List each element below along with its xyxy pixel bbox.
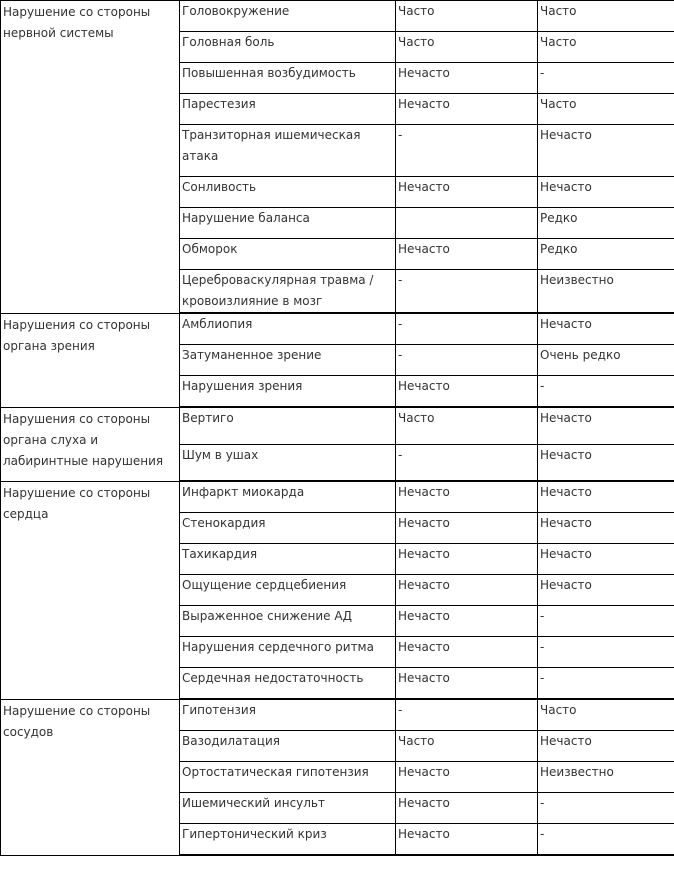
frequency-cell-b: - xyxy=(538,668,674,700)
frequency-cell-b: Нечасто xyxy=(538,444,674,481)
frequency-cell-b: Неизвестно xyxy=(538,270,674,314)
frequency-cell-b: - xyxy=(538,824,674,856)
table-body xyxy=(1,1,674,856)
table-row xyxy=(1,1,674,32)
frequency-cell-a: Нечасто xyxy=(396,575,538,606)
frequency-cell-a: Нечасто xyxy=(396,513,538,544)
frequency-cell-b: Нечасто xyxy=(538,544,674,575)
table-row xyxy=(1,699,674,731)
frequency-cell-a: Нечасто xyxy=(396,637,538,668)
effect-cell: Повышенная возбудимость xyxy=(180,63,396,94)
frequency-cell-b: Нечасто xyxy=(538,407,674,444)
frequency-cell-a xyxy=(396,208,538,239)
frequency-cell-a: Нечасто xyxy=(396,606,538,637)
frequency-cell-b: - xyxy=(538,793,674,824)
effect-cell: Цереброваскулярная травма / кровоизлияние в мозг xyxy=(180,270,396,314)
category-cell: Нарушение со стороны сосудов xyxy=(1,699,180,855)
effect-cell: Затуманенное зрение xyxy=(180,345,396,376)
table-row xyxy=(1,407,674,444)
effect-cell: Головокружение xyxy=(180,1,396,32)
category-cell: Нарушения со стороны органа слуха и лабиринтные нарушения xyxy=(1,407,180,481)
frequency-cell-a: Нечасто xyxy=(396,63,538,94)
frequency-cell-a: Нечасто xyxy=(396,668,538,700)
frequency-cell-b: Часто xyxy=(538,1,674,32)
frequency-cell-b: Редко xyxy=(538,208,674,239)
effect-cell: Амблиопия xyxy=(180,313,396,345)
effect-cell: Тахикардия xyxy=(180,544,396,575)
frequency-cell-a: - xyxy=(396,345,538,376)
frequency-cell-b: Нечасто xyxy=(538,575,674,606)
effect-cell: Нарушения зрения xyxy=(180,376,396,408)
effect-cell: Вазодилатация xyxy=(180,731,396,762)
frequency-cell-a: Нечасто xyxy=(396,239,538,270)
frequency-cell-b: Часто xyxy=(538,94,674,125)
frequency-cell-b: - xyxy=(538,376,674,408)
frequency-cell-a: Нечасто xyxy=(396,824,538,856)
frequency-cell-a: Нечасто xyxy=(396,376,538,408)
effect-cell: Гипертонический криз xyxy=(180,824,396,856)
frequency-cell-a: - xyxy=(396,125,538,177)
effect-cell: Инфаркт миокарда xyxy=(180,481,396,513)
frequency-cell-a: - xyxy=(396,699,538,731)
frequency-cell-b: Очень редко xyxy=(538,345,674,376)
frequency-cell-b: - xyxy=(538,637,674,668)
table-row xyxy=(1,481,674,513)
effect-cell: Обморок xyxy=(180,239,396,270)
effect-cell: Головная боль xyxy=(180,32,396,63)
frequency-cell-a: - xyxy=(396,313,538,345)
frequency-cell-a: Часто xyxy=(396,731,538,762)
frequency-cell-b: Нечасто xyxy=(538,731,674,762)
frequency-cell-a: Часто xyxy=(396,1,538,32)
frequency-cell-b: Нечасто xyxy=(538,313,674,345)
frequency-cell-b: Нечасто xyxy=(538,513,674,544)
frequency-cell-b: Редко xyxy=(538,239,674,270)
effect-cell: Сердечная недостаточность xyxy=(180,668,396,700)
frequency-cell-b: - xyxy=(538,606,674,637)
frequency-cell-b: Часто xyxy=(538,699,674,731)
effect-cell: Вертиго xyxy=(180,407,396,444)
frequency-cell-a: Часто xyxy=(396,407,538,444)
frequency-cell-a: Нечасто xyxy=(396,481,538,513)
frequency-cell-b: Неизвестно xyxy=(538,762,674,793)
effect-cell: Ортостатическая гипотензия xyxy=(180,762,396,793)
frequency-cell-a: Нечасто xyxy=(396,177,538,208)
effect-cell: Сонливость xyxy=(180,177,396,208)
category-cell: Нарушение со стороны сердца xyxy=(1,481,180,699)
frequency-cell-a: - xyxy=(396,444,538,481)
frequency-cell-b: Нечасто xyxy=(538,481,674,513)
effect-cell: Ощущение сердцебиения xyxy=(180,575,396,606)
frequency-cell-a: - xyxy=(396,270,538,314)
effect-cell: Нарушения сердечного ритма xyxy=(180,637,396,668)
effect-cell: Стенокардия xyxy=(180,513,396,544)
frequency-cell-b: Нечасто xyxy=(538,125,674,177)
category-cell: Нарушения со стороны органа зрения xyxy=(1,313,180,407)
effect-cell: Шум в ушах xyxy=(180,444,396,481)
effect-cell: Гипотензия xyxy=(180,699,396,731)
frequency-cell-a: Нечасто xyxy=(396,762,538,793)
frequency-cell-b: - xyxy=(538,63,674,94)
effect-cell: Парестезия xyxy=(180,94,396,125)
effect-cell: Транзиторная ишемическая атака xyxy=(180,125,396,177)
effect-cell: Выраженное снижение АД xyxy=(180,606,396,637)
frequency-cell-b: Часто xyxy=(538,32,674,63)
frequency-cell-a: Нечасто xyxy=(396,94,538,125)
frequency-cell-b: Нечасто xyxy=(538,177,674,208)
table-row xyxy=(1,313,674,345)
frequency-cell-a: Нечасто xyxy=(396,793,538,824)
effect-cell: Ишемический инсульт xyxy=(180,793,396,824)
frequency-cell-a: Нечасто xyxy=(396,544,538,575)
frequency-cell-a: Часто xyxy=(396,32,538,63)
effect-cell: Нарушение баланса xyxy=(180,208,396,239)
category-cell: Нарушение со стороны нервной системы xyxy=(1,1,180,314)
